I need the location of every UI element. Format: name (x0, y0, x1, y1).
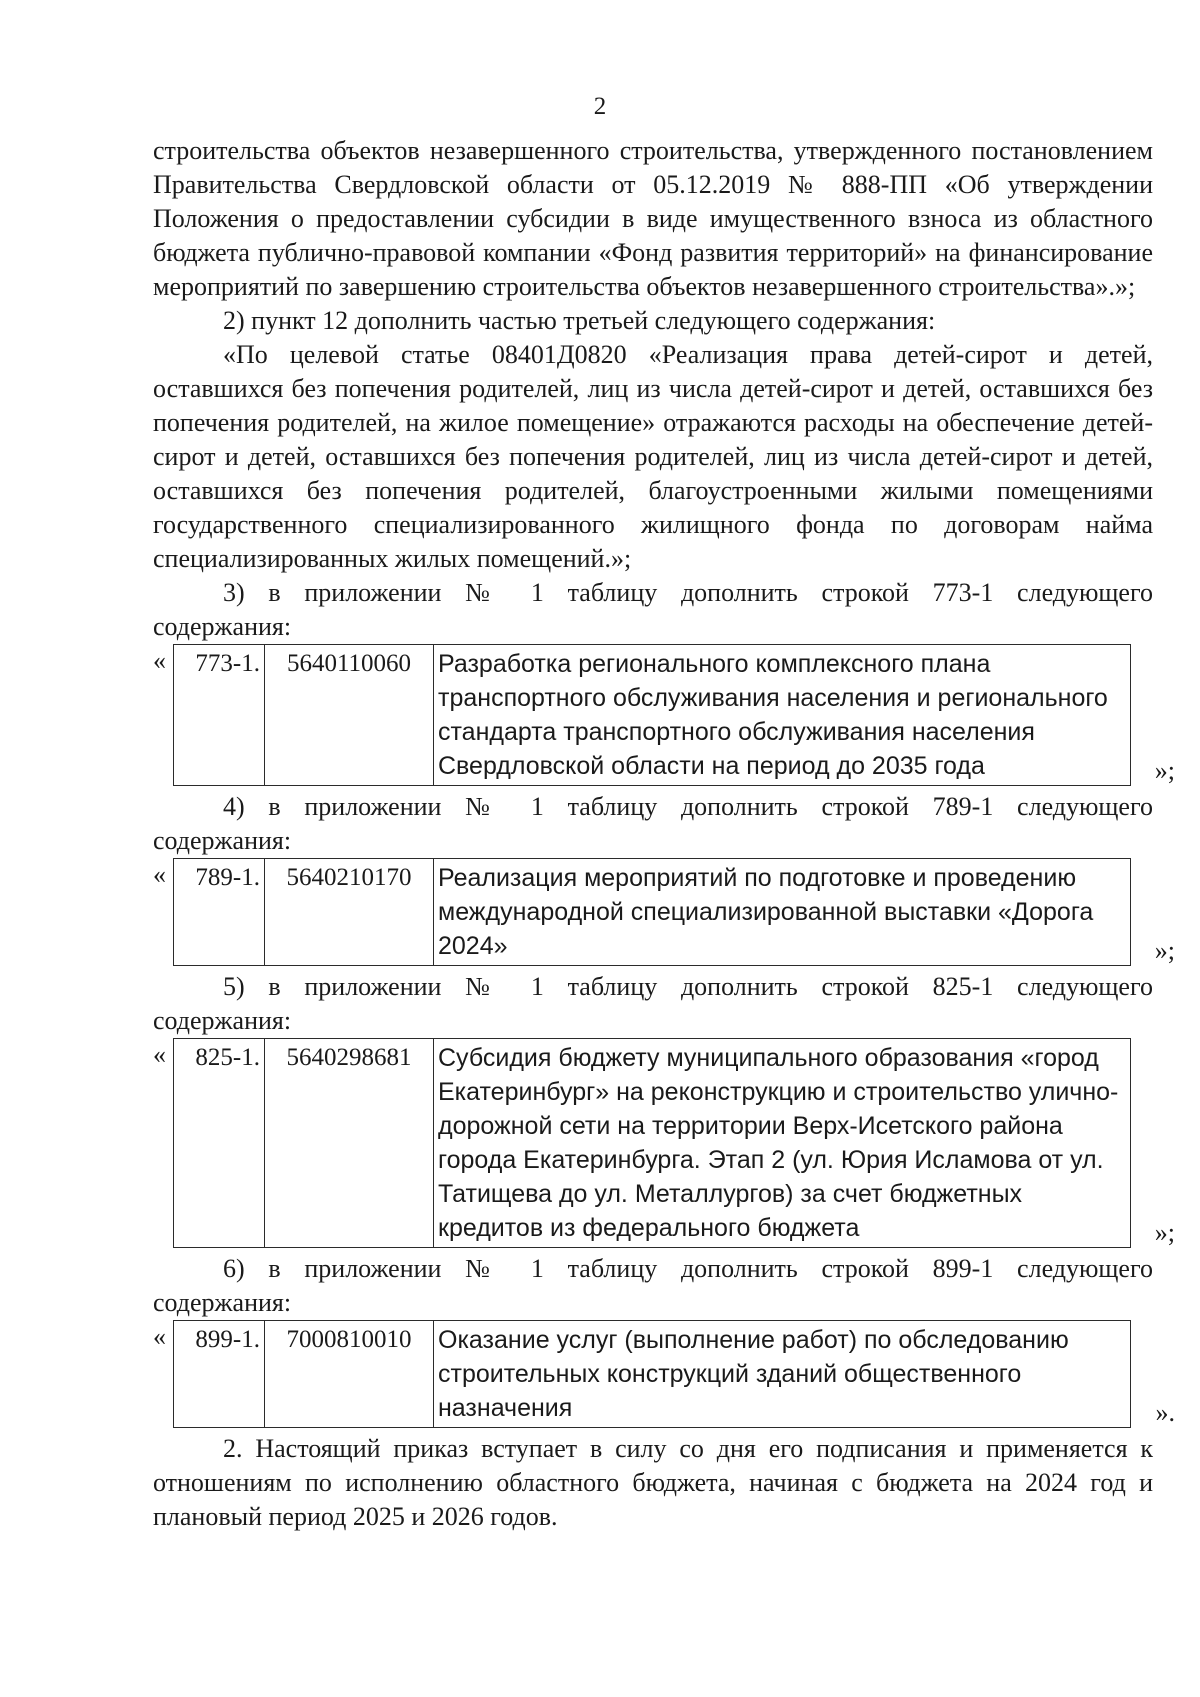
amendment-item-5 (153, 970, 1175, 1248)
close-quote: »; (1154, 1218, 1175, 1247)
appendix-table (173, 644, 1131, 786)
row-number: 789-1. (174, 859, 265, 966)
amendment-item-3 (153, 576, 1175, 786)
open-quote: « (153, 646, 166, 675)
row-number: 773-1. (174, 645, 265, 786)
table-row-899-1 (153, 1320, 1175, 1428)
final-paragraph: 2. Настоящий приказ вступает в силу со дня его подписания и применяется к отношениям по исполнению областного бюджета, начиная с бюджета на 2024 год и плановый период 2025 и 2026 годов. (153, 1434, 1153, 1531)
table-row-789-1 (153, 858, 1175, 966)
close-quote: »; (1154, 756, 1175, 785)
appendix-table (173, 1038, 1131, 1248)
target-article-code: 5640298681 (265, 1039, 434, 1248)
amendment-intro-tail: содержания: (153, 1006, 292, 1035)
open-quote: « (153, 1322, 166, 1351)
table-row-773-1 (153, 644, 1175, 786)
open-quote: « (153, 1040, 166, 1069)
close-quote: »; (1154, 936, 1175, 965)
open-quote: « (153, 860, 166, 889)
target-article-code: 5640210170 (265, 859, 434, 966)
amendment-intro-tail: содержания: (153, 826, 292, 855)
appendix-table (173, 1320, 1131, 1428)
amendment-intro-line: 4) в приложении № 1 таблицу дополнить строкой 789-1 следующего (223, 792, 1153, 821)
amendment-intro-line: 6) в приложении № 1 таблицу дополнить строкой 899-1 следующего (223, 1254, 1153, 1283)
target-article-code: 7000810010 (265, 1321, 434, 1428)
item-2-heading: 2) пункт 12 дополнить частью третьей следующего содержания: (223, 306, 936, 335)
article-description: Разработка регионального комплексного плана транспортного обслуживания населения и регионального стандарта транспортного обслуживания населения Свердловской области на период до 2035 года (434, 645, 1131, 786)
amendment-item-6 (153, 1252, 1175, 1428)
amendment-item-4 (153, 790, 1175, 966)
target-article-code: 5640110060 (265, 645, 434, 786)
amendment-intro-line: 3) в приложении № 1 таблицу дополнить строкой 773-1 следующего (223, 578, 1153, 607)
row-number: 825-1. (174, 1039, 265, 1248)
amendment-intro-tail: содержания: (153, 612, 292, 641)
appendix-table (173, 858, 1131, 966)
article-description: Реализация мероприятий по подготовке и проведению международной специализированной выставки «Дорога 2024» (434, 859, 1131, 966)
close-quote: ». (1155, 1398, 1175, 1427)
article-description: Субсидия бюджету муниципального образования «город Екатеринбург» на реконструкцию и строительство улично-дорожной сети на территории Верх-Исетского района города Екатеринбурга. Этап 2 (ул. Юрия Исламова от ул. Татищева до ул. Металлургов) за счет бюджетных кредитов из федерального бюджета (434, 1039, 1131, 1248)
page-number: 2 (593, 93, 607, 120)
table-row-825-1 (153, 1038, 1175, 1248)
intro-paragraph: строительства объектов незавершенного строительства, утвержденного постановлением Правительства Свердловской области от 05.12.2019 № 888-ПП «Об утверждении Положения о предоставлении субсидии в виде имущественного взноса из областного бюджета публично-правовой компании «Фонд развития территорий» на финансирование мероприятий по завершению строительства объектов незавершенного строительства».»; (153, 136, 1153, 301)
document-body (153, 134, 1175, 1534)
amendment-intro-tail: содержания: (153, 1288, 292, 1317)
amendment-intro-line: 5) в приложении № 1 таблицу дополнить строкой 825-1 следующего (223, 972, 1153, 1001)
row-number: 899-1. (174, 1321, 265, 1428)
item-2-text: «По целевой статье 08401Д0820 «Реализация права детей-сирот и детей, оставшихся без попечения родителей, лиц из числа детей-сирот и детей, оставшихся без попечения родителей, на жилое помещение» отражаются расходы на обеспечение детей-сирот и детей, оставшихся без попечения родителей, лиц из числа детей-сирот и детей, оставшихся без попечения родителей, благоустроенными жилыми помещениями государственного специализированного жилищного фонда по договорам найма специализированных жилых помещений.»; (153, 340, 1153, 573)
article-description: Оказание услуг (выполнение работ) по обследованию строительных конструкций зданий общественного назначения (434, 1321, 1131, 1428)
